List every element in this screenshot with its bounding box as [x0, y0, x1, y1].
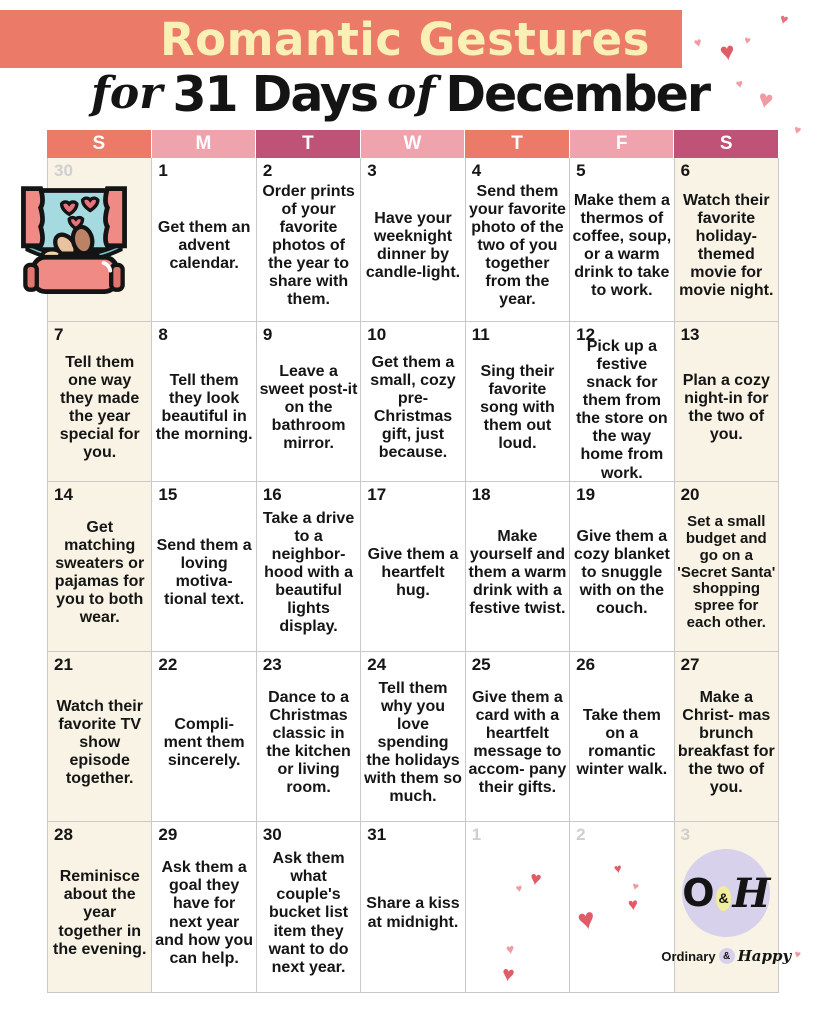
heart-icon: ♥	[574, 902, 599, 938]
gesture-text: Set a small budget and go on a 'Secret Santa' shopping spree for each other.	[677, 512, 776, 632]
day-cell-10	[361, 322, 465, 482]
day-cell-9	[257, 322, 361, 482]
heart-icon: ♥	[777, 10, 791, 28]
subtitle-31-days: 31 Days	[172, 65, 378, 123]
gesture-text: Get matching sweaters or pajamas for you to both wear.	[54, 518, 145, 627]
gesture-text: Order prints of your favorite photos of the year to share with them.	[262, 182, 355, 309]
day-cell-22	[152, 652, 256, 822]
gesture-text: Ask them what couple's bucket list item they want to do next year.	[268, 850, 349, 976]
day-cell-17	[361, 482, 465, 652]
day-number: 24	[367, 655, 387, 674]
day-number: 27	[680, 655, 700, 674]
day-number: 30	[54, 161, 73, 180]
gesture-text: Watch their favorite TV show episode together.	[56, 697, 143, 788]
day-cell-18	[466, 482, 570, 652]
day-number: 11	[471, 325, 490, 344]
gesture-text: Send them your favorite photo of the two of you together from the year.	[468, 182, 566, 309]
day-cell-28	[48, 822, 152, 993]
heart-icon: ♥	[692, 34, 704, 51]
day-number: 7	[54, 325, 64, 344]
page-title: Romantic Gestures	[160, 12, 650, 66]
page-subtitle	[30, 62, 770, 126]
subtitle-script-of: of	[387, 68, 436, 119]
calendar-grid	[47, 158, 792, 993]
ordinary-and-happy-logo	[661, 822, 792, 992]
day-number: 1	[471, 825, 482, 844]
logo-caption-ordinary: Ordinary	[661, 948, 716, 964]
subtitle-script-for: for	[90, 68, 163, 119]
heart-icon: ♥	[527, 868, 543, 891]
day-cell-21	[48, 652, 152, 822]
day-cell-8	[152, 322, 256, 482]
day-number: 4	[471, 161, 482, 180]
weekday-header-row	[47, 130, 779, 158]
day-number: 9	[262, 325, 273, 344]
day-number: 3	[367, 161, 377, 180]
heart-icon: ♥	[734, 76, 745, 92]
gesture-text: Sing their favorite song with them out loud.	[480, 362, 555, 453]
day-cell-26	[570, 652, 674, 822]
gesture-text: Get them a small, cozy pre-Christmas gift, just because.	[370, 353, 456, 462]
day-number: 2	[576, 825, 586, 844]
day-number: 3	[680, 825, 691, 844]
day-cell-24	[361, 652, 465, 822]
day-cell-nov-30	[48, 158, 152, 322]
day-number: 17	[367, 485, 387, 504]
gesture-text: Pick up a festive snack for them from the store on the way home from work.	[576, 338, 668, 482]
gesture-text: Plan a cozy night-in for the two of you.	[682, 371, 770, 444]
day-cell-6	[675, 158, 779, 322]
day-cell-25	[466, 652, 570, 822]
gesture-text: Make a Christ- mas brunch breakfast for the two of you.	[677, 688, 775, 797]
day-number: 28	[54, 825, 73, 844]
day-cell-27	[675, 652, 779, 822]
gesture-text: Give them a heartfelt hug.	[367, 545, 459, 600]
weekday-sunday: S	[47, 130, 152, 158]
heart-icon: ♥	[500, 962, 516, 987]
subtitle-december: December	[445, 65, 710, 123]
gesture-text: Get them an advent calendar.	[157, 218, 251, 273]
heart-icon: ♥	[742, 34, 752, 48]
day-cell-29	[152, 822, 256, 993]
couple-watching-movie-illustration	[12, 184, 136, 300]
gesture-text: Reminisce about the year together in the evening.	[53, 868, 147, 958]
gesture-text: Give them a card with a heartfelt message to accom- pany their gifts.	[468, 688, 567, 797]
day-cell-23	[257, 652, 361, 822]
day-number: 25	[471, 655, 491, 674]
weekday-monday: M	[152, 130, 257, 158]
logo-letter-o: O	[682, 871, 715, 915]
logo-caption	[661, 947, 791, 965]
gesture-text: Have your weeknight dinner by candle-light.	[365, 209, 461, 282]
day-number: 19	[576, 485, 596, 504]
day-number: 14	[54, 485, 73, 504]
heart-icon: ♥	[514, 882, 524, 896]
gesture-text: Tell them why you love spending the holidays with them so much.	[364, 679, 462, 806]
weekday-wednesday: W	[361, 130, 466, 158]
day-cell-jan-3	[661, 822, 792, 993]
day-cell-13	[675, 322, 779, 482]
weekday-thursday: T	[465, 130, 570, 158]
gesture-text: Leave a sweet post-it on the bathroom mirror.	[259, 362, 358, 453]
heart-icon: ♥	[627, 894, 639, 915]
december-calendar	[47, 130, 792, 993]
day-cell-jan-1	[466, 822, 570, 993]
heart-icon: ♥	[504, 940, 516, 958]
day-cell-4	[466, 158, 570, 322]
logo-caption-ampersand: &	[719, 948, 735, 964]
title-banner	[0, 10, 682, 68]
day-cell-3	[361, 158, 465, 322]
weekday-friday: F	[570, 130, 675, 158]
day-number: 21	[54, 655, 73, 674]
day-number: 12	[576, 325, 596, 344]
day-number: 13	[680, 325, 700, 344]
gesture-text: Give them a cozy blanket to snuggle with on the couch.	[573, 527, 670, 618]
day-number: 5	[576, 161, 586, 180]
day-number: 1	[158, 161, 168, 180]
gesture-text: Tell them they look beautiful in the morning.	[155, 371, 253, 444]
day-number: 26	[576, 655, 596, 674]
day-number: 15	[158, 485, 178, 504]
logo-letter-h: H	[732, 869, 771, 917]
day-number: 20	[680, 485, 700, 504]
weekday-saturday: S	[674, 130, 779, 158]
gesture-text: Watch their favorite holiday-themed movie for movie night.	[679, 191, 774, 300]
gesture-text: Dance to a Christmas classic in the kitchen or living room.	[266, 688, 351, 797]
day-cell-19	[570, 482, 674, 652]
gesture-text: Take a drive to a neighbor- hood with a beautiful lights display.	[262, 509, 355, 636]
day-number: 16	[262, 485, 282, 504]
day-number: 6	[680, 161, 691, 180]
gesture-text: Share a kiss at midnight.	[366, 895, 460, 931]
heart-icon: ♥	[612, 860, 624, 877]
day-cell-14	[48, 482, 152, 652]
gesture-text: Make them a thermos of coffee, soup, or a warm drink to take to work.	[572, 191, 672, 300]
day-number: 31	[367, 825, 387, 844]
gesture-text: Compli- ment them sincerely.	[163, 715, 245, 770]
day-number: 2	[262, 161, 273, 180]
gesture-text: Ask them a goal they have for next year and how you can help.	[155, 859, 254, 967]
heart-icon: ♥	[755, 84, 776, 116]
heart-icon: ♥	[792, 948, 803, 962]
day-cell-2	[257, 158, 361, 322]
day-number: 18	[471, 485, 491, 504]
logo-ampersand: &	[716, 886, 732, 911]
day-number: 29	[158, 825, 178, 844]
logo-badge	[682, 849, 770, 937]
day-cell-20	[675, 482, 779, 652]
day-cell-jan-2	[570, 822, 674, 993]
day-cell-15	[152, 482, 256, 652]
gesture-text: Send them a loving motiva- tional text.	[156, 536, 252, 609]
gesture-text: Make yourself and them a warm drink with a festive twist.	[468, 527, 567, 618]
weekday-tuesday: T	[256, 130, 361, 158]
day-number: 22	[158, 655, 178, 674]
day-cell-5	[570, 158, 674, 322]
heart-icon: ♥	[792, 122, 803, 138]
day-cell-12	[570, 322, 674, 482]
day-cell-7	[48, 322, 152, 482]
day-cell-1	[152, 158, 256, 322]
day-cell-11	[466, 322, 570, 482]
day-number: 23	[262, 655, 282, 674]
heart-icon: ♥	[630, 880, 641, 894]
day-number: 30	[262, 825, 282, 844]
day-cell-31	[361, 822, 465, 993]
day-number: 8	[158, 325, 168, 344]
day-cell-16	[257, 482, 361, 652]
gesture-text: Tell them one way they made the year special for you.	[59, 353, 140, 462]
heart-icon: ♥	[718, 37, 737, 67]
day-number: 10	[367, 325, 387, 344]
gesture-text: Take them on a romantic winter walk.	[576, 706, 668, 779]
day-cell-30	[257, 822, 361, 993]
logo-caption-happy: Happy	[737, 947, 792, 965]
